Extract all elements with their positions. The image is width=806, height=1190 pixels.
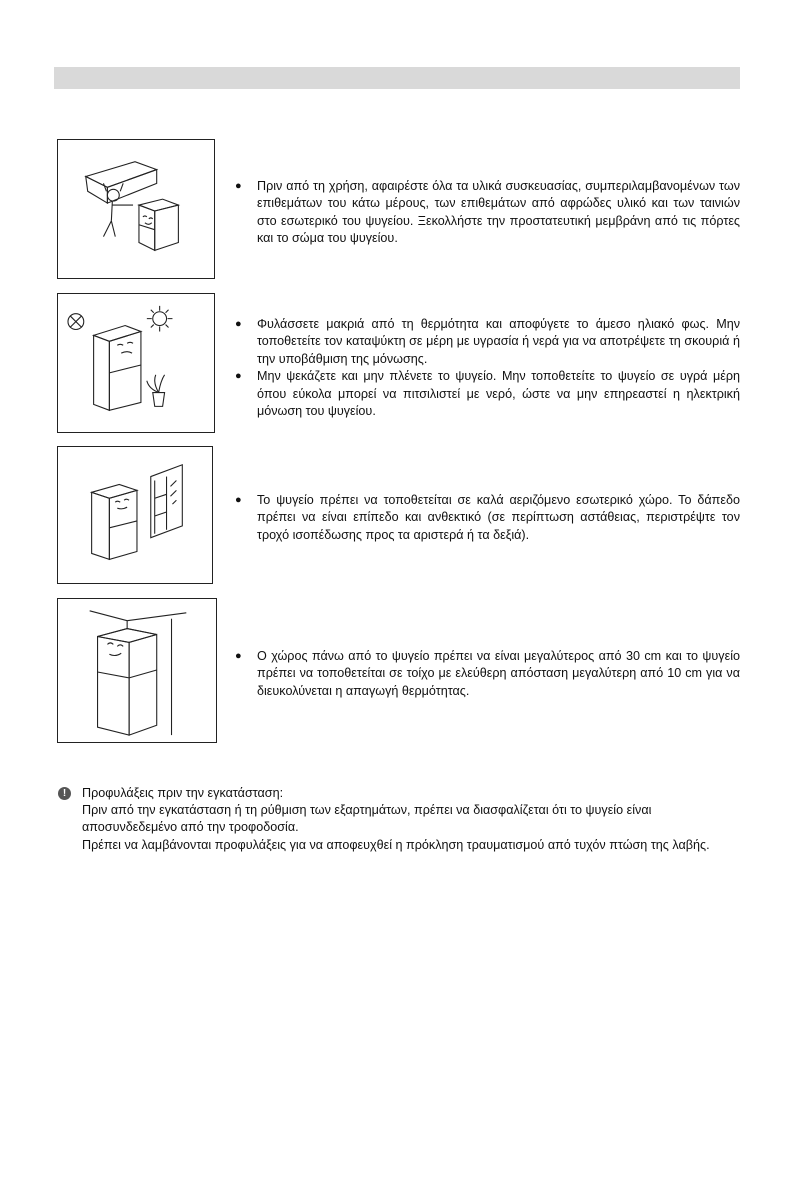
bullet-item [235,648,740,700]
section-clearance [235,648,740,700]
section-remove-packaging [235,178,740,248]
section-ventilation [235,492,740,544]
note-title: Προφυλάξεις πριν την εγκατάσταση: [82,786,284,800]
bullet-symbol: ● [235,370,242,383]
note-line: Πριν από την εγκατάσταση ή τη ρύθμιση των εξαρτημάτων, πρέπει να διασφαλίζεται ότι το ψυγείο είναι αποσυνδεδεμένο από την τροφοδοσία. [82,803,652,835]
fridge-window-icon [58,447,212,583]
bullet-item [235,178,740,248]
person-removing-box-icon [58,140,214,278]
bullet-text: Φυλάσσετε μακριά από τη θερμότητα και αποφύγετε το άμεσο ηλιακό φως. Μην τοποθετείτε τον καταψύκτη σε μέρη με υγρασία ή νερά για να αποτρέψετε τη σκουριά ή την υποβάθμιση της μόνωσης. [257,317,740,366]
bullet-symbol: ● [235,180,242,192]
fridge-sun-plant-icon [58,294,214,432]
section-heat-moisture [235,316,740,420]
warning-icon: ! [58,787,71,800]
bullet-text: Ο χώρος πάνω από το ψυγείο πρέπει να είναι μεγαλύτερος από 30 cm και το ψυγείο πρέπει να τοποθετείται σε τοίχο με ελεύθερη απόσταση μεγαλύτερη από 10 cm για να διευκολύνεται η απαγωγή θερμότητας. [257,649,740,698]
section-header-bar [54,67,740,89]
note-line: Πρέπει να λαμβάνονται προφυλάξεις για να αποφευχθεί η πρόκληση τραυματισμού από τυχόν πτώση της λαβής. [82,837,710,852]
bullet-symbol: ● [235,318,242,330]
unpacking-illustration [57,139,215,279]
bullet-item [235,368,740,420]
bullet-text: Το ψυγείο πρέπει να τοποθετείται σε καλά αεριζόμενο εσωτερικό χώρο. Το δάπεδο πρέπει να είναι επίπεδο και ανθεκτικό (σε περίπτωση αστάθειας, περιστρέψτε τον τροχό ισοπέδωσης προς τα αριστερά ή τα δεξιά). [257,493,740,542]
bullet-text: Πριν από τη χρήση, αφαιρέστε όλα τα υλικά συσκευασίας, συμπεριλαμβανομένων των επιθεμάτων του κάτω μέρους, των επιθεμάτων από αφρώδες υλικό και των ταινιών στο εσωτερικό του ψυγείου. Ξεκολλήστε την προστατευτική μεμβράνη από τις πόρτες και το σώμα του ψυγείου. [257,179,740,246]
bullet-item [235,492,740,544]
bullet-symbol: ● [235,494,242,506]
ventilation-illustration [57,446,213,584]
installation-precautions-note [58,785,742,854]
bullet-text: Μην ψεκάζετε και μην πλένετε το ψυγείο. Μην τοποθετείτε το ψυγείο σε υγρά μέρη όπου εύκολα μπορεί να πιτσιλιστεί με νερό, ώστε να μην επηρεαστεί η ηλεκτρική μόνωση του ψυγείου. [257,369,740,419]
fridge-corner-icon [58,599,216,742]
heat-moisture-illustration [57,293,215,433]
clearance-illustration [57,598,217,743]
bullet-item [235,316,740,368]
bullet-symbol: ● [235,650,242,662]
